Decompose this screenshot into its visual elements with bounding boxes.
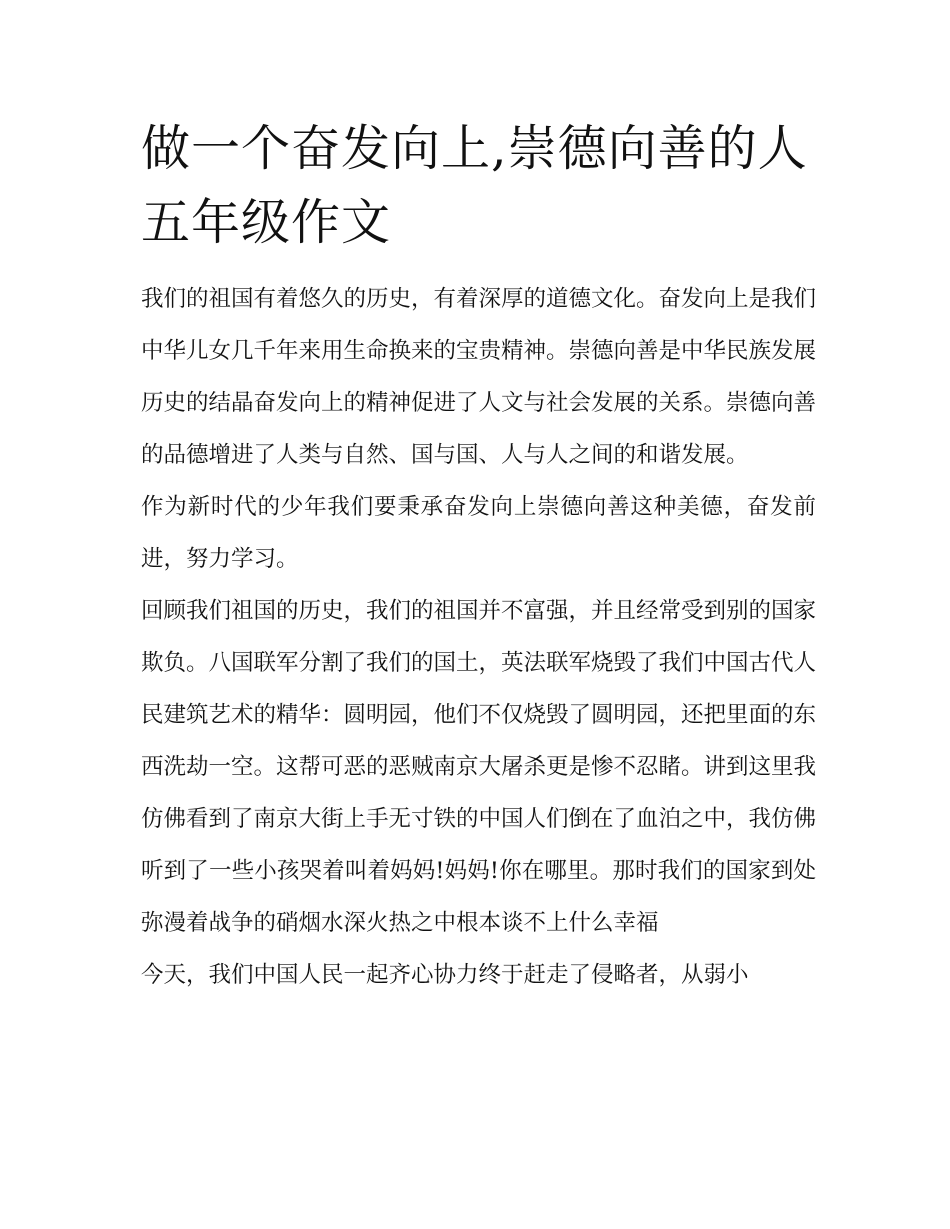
paragraph-2: 作为新时代的少年我们要秉承奋发向上崇德向善这种美德，奋发前进，努力学习。 xyxy=(141,494,816,572)
paragraph-3: 回顾我们祖国的历史，我们的祖国并不富强，并且经常受到别的国家欺负。八国联军分割了我们的国土，英法联军烧毁了我们中国古代人民建筑艺术的精华：圆明园，他们不仅烧毁了圆明园，还把里面的东西洗劫一空。这帮可恶的恶贼南京大屠杀更是惨不忍睹。讲到这里我仿佛看到了南京大街上手无寸铁的中国人们倒在了血泊之中，我仿佛听到了一些小孩哭着叫着妈妈!妈妈!你在哪里。那时我们的国家到处弥漫着战争的硝烟水深火热之中根本谈不上什么幸福 xyxy=(141,598,817,936)
paragraph-4: 今天，我们中国人民一起齐心协力终于赶走了侵略者，从弱小 xyxy=(141,962,749,988)
title-line-2: 五年级作文 xyxy=(141,194,392,251)
document-title xyxy=(141,112,816,260)
paragraph-1: 我们的祖国有着悠久的历史，有着深厚的道德文化。奋发向上是我们中华儿女几千年来用生命换来的宝贵精神。崇德向善是中华民族发展历史的结晶奋发向上的精神促进了人文与社会发展的关系。崇德向善的品德增进了人类与自然、国与国、人与人之间的和谐发展。 xyxy=(141,286,817,468)
title-line-1: 做一个奋发向上,崇德向善的人 xyxy=(141,120,808,177)
document-body xyxy=(141,112,816,1001)
